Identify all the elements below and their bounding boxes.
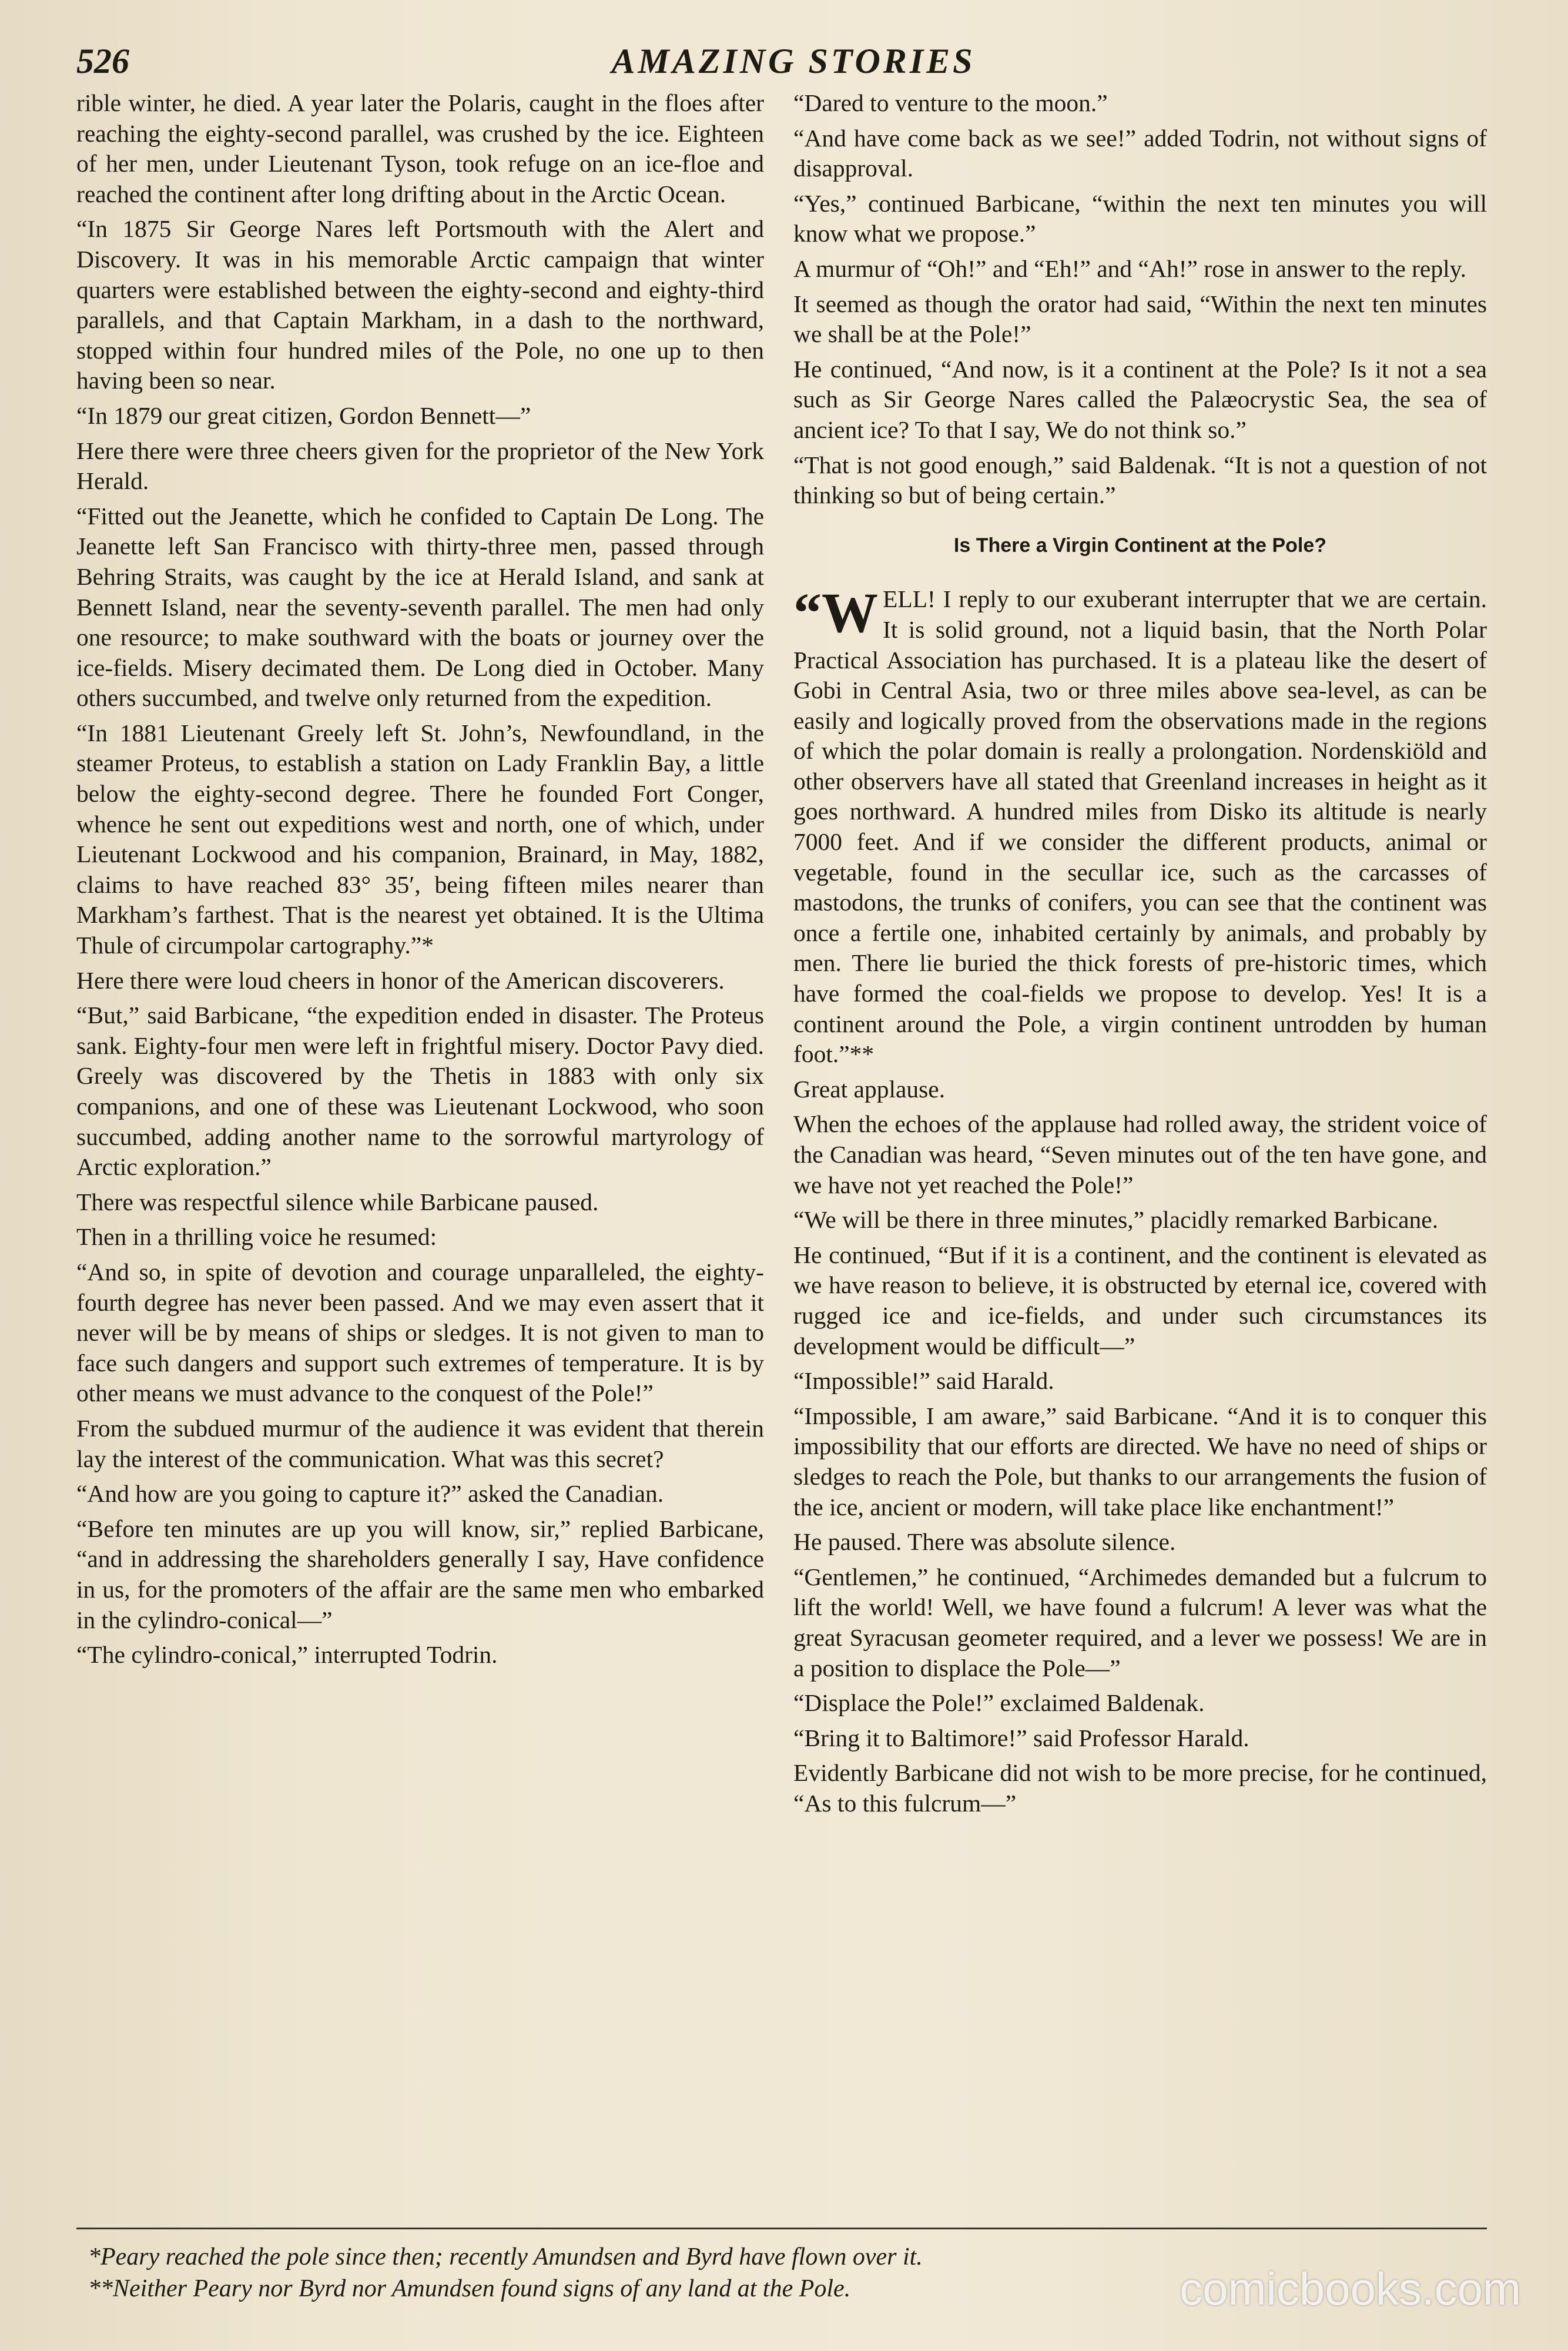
paragraph: “Gentlemen,” he continued, “Archimedes demanded but a fulcrum to lift the world! Well, we have found a fulcrum! A lever was what the great Syracusan geometer required, and a lever we possess! We are in a position to displace the Pole—” (793, 1563, 1487, 1682)
paragraph: Here there were loud cheers in honor of the American discoverers. (76, 966, 725, 994)
right-column (793, 88, 1487, 2204)
paragraph: “In 1875 Sir George Nares left Portsmouth with the Alert and Discovery. It was in his memorable Arctic campaign that winter quarters were established between the eighty-second and eighty-third parallels, and that Captain Markham, in a dash to the northward, stopped within four hundred miles of the Pole, no one up to then having been so near. (76, 215, 764, 394)
paragraph: “Yes,” continued Barbicane, “within the next ten minutes you will know what we propose.” (793, 189, 1487, 247)
paragraph: From the subdued murmur of the audience it was evident that therein lay the interest of the communication. What was this secret? (76, 1414, 764, 1472)
paragraph: “That is not good enough,” said Baldenak. “It is not a question of not thinking so but of being certain.” (793, 451, 1487, 509)
paragraph: Then in a thrilling voice he resumed: (76, 1223, 437, 1251)
paragraph: He paused. There was absolute silence. (793, 1528, 1176, 1556)
running-title: AMAZING STORIES (611, 42, 976, 81)
page-number: 526 (76, 42, 129, 81)
paragraph: Great applause. (793, 1075, 946, 1103)
paragraph: He continued, “And now, is it a continent at the Pole? Is it not a sea such as Sir George Nares called the Palæocrystic Sea, the sea of ancient ice? To that I say, We do not think so.” (793, 355, 1487, 443)
paragraph: “We will be there in three minutes,” placidly remarked Barbicane. (793, 1206, 1439, 1234)
paragraph: “And have come back as we see!” added Todrin, not without signs of disapproval. (793, 124, 1487, 182)
paragraph: There was respectful silence while Barbicane paused. (76, 1188, 599, 1215)
paragraph: “Impossible, I am aware,” said Barbicane. “And it is to conquer this impossibility that our efforts are directed. We have no need of ships or sledges to reach the Pole, but thanks to our arrangements the fusion of the ice, ancient or modern, will take place like enchantment!” (793, 1402, 1487, 1521)
paragraph: “Impossible!” said Harald. (793, 1367, 1054, 1395)
paragraph: “The cylindro-conical,” interrupted Todrin. (76, 1641, 498, 1669)
paragraph: Here there were three cheers given for the proprietor of the New York Herald. (76, 437, 764, 495)
paragraph: “Dared to venture to the moon.” (793, 89, 1108, 116)
left-column (76, 88, 764, 2204)
paragraph: “Fitted out the Jeanette, which he confided to Captain De Long. The Jeanette left San Francisco with thirty-three men, passed through Behring Straits, was caught by the ice at Herald Island, and sank at Bennett Island, near the seventy-seventh parallel. The men had only one resource; to make southward with the boats or journey over the ice-fields. Misery decimated them. De Long died in October. Many others succumbed, and twelve only returned from the expedition. (76, 502, 764, 712)
paragraph: “And how are you going to capture it?” asked the Canadian. (76, 1480, 664, 1508)
paragraph: Evidently Barbicane did not wish to be more precise, for he continued, “As to this fulcrum—” (793, 1759, 1487, 1817)
paragraph: A murmur of “Oh!” and “Eh!” and “Ah!” rose in answer to the reply. (793, 254, 1467, 282)
paragraph: He continued, “But if it is a continent, and the continent is elevated as we have reason to believe, it is obstructed by eternal ice, covered with rugged ice and ice-fields, and under such circumstances its development would be difficult—” (793, 1241, 1487, 1359)
paragraph: When the echoes of the applause had rolled away, the strident voice of the Canadian was heard, “Seven minutes out of the ten have gone, and we have not yet reached the Pole!” (793, 1110, 1487, 1198)
paragraph: “And so, in spite of devotion and courage unparalleled, the eighty-fourth degree has never been passed. And we may even assert that it never will be by means of ships or sledges. It is not given to man to face such dangers and support such extremes of temperature. It is by other means we must advance to the conquest of the Pole!” (76, 1258, 764, 1407)
paragraph: rible winter, he died. A year later the Polaris, caught in the floes after reaching the eighty-second parallel, was crushed by the ice. Eighteen of her men, under Lieutenant Tyson, took refuge on an ice-floe and reached the continent after long drifting about in the Arctic Ocean. (76, 89, 764, 207)
paragraph: “But,” said Barbicane, “the expedition ended in disaster. The Proteus sank. Eighty-four men were left in frightful misery. Doctor Pavy died. Greely was discovered by the Thetis in 1883 with only six companions, and one of these was Lieutenant Lockwood, who soon succumbed, adding another name to the sorrowful martyrology of Arctic exploration.” (76, 1002, 764, 1181)
watermark: comicbooks.com (1180, 2263, 1521, 2315)
paragraph: “In 1881 Lieutenant Greely left St. John’s, Newfoundland, in the steamer Proteus, to establish a station on Lady Franklin Bay, a little below the eighty-second degree. There he founded Fort Conger, whence he sent out expeditions west and north, one of which, under Lieutenant Lockwood and his companion, Brainard, in May, 1882, claims to have reached 83° 35′, being fifteen miles nearer than Markham’s farthest. That is the nearest yet obtained. It is the Ultima Thule of circumpolar cartography.”* (76, 719, 764, 959)
dropcap-initial: “W (793, 581, 878, 645)
paragraph: “Displace the Pole!” exclaimed Baldenak. (793, 1689, 1205, 1717)
paragraph: “In 1879 our great citizen, Gordon Bennett—” (76, 401, 531, 429)
paragraph: “Bring it to Baltimore!” said Professor Harald. (793, 1724, 1249, 1751)
paragraph: It seemed as though the orator had said, “Within the next ten minutes we shall be at the Pole!” (793, 290, 1487, 348)
footnote: *Peary reached the pole since then; recently Amundsen and Byrd have flown over it. (88, 2243, 923, 2270)
section-subheading: Is There a Virgin Continent at the Pole? (953, 534, 1327, 557)
page-header (76, 41, 1510, 88)
dropcap-paragraph (793, 581, 1487, 1070)
paragraph: “Before ten minutes are up you will know, sir,” replied Barbicane, “and in addressing the shareholders generally I say, Have confidence in us, for the promoters of the affair are the same men who embarked in the cylindro-conical—” (76, 1515, 764, 1633)
footnote: **Neither Peary nor Byrd nor Amundsen found signs of any land at the Pole. (88, 2275, 851, 2302)
dropcap-text: ELL! I reply to our exuberant interrupter that we are certain. It is solid ground, not a liquid basin, that the North Polar Practical Association has purchased. It is a plateau like the desert of Gobi in Central Asia, two or three miles above sea-level, as can be easily and logically proved from the observations made in the regions of which the polar domain is really a prolongation. Nordenskiöld and other observers have all stated that Greenland increases in height as it goes northward. A hundred miles from Disko its altitude is nearly 7000 feet. And if we consider the different products, animal or vegetable, found in the secullar ice, such as the carcasses of mastodons, the trunks of conifers, you can see that the continent was once a fertile one, inhabited certainly by animals, and probably by men. There lie buried the thick forests of pre-historic times, which have formed the coal-fields we propose to develop. Yes! It is a continent around the Pole, a virgin continent untrodden by human foot.”** (793, 585, 1487, 1068)
